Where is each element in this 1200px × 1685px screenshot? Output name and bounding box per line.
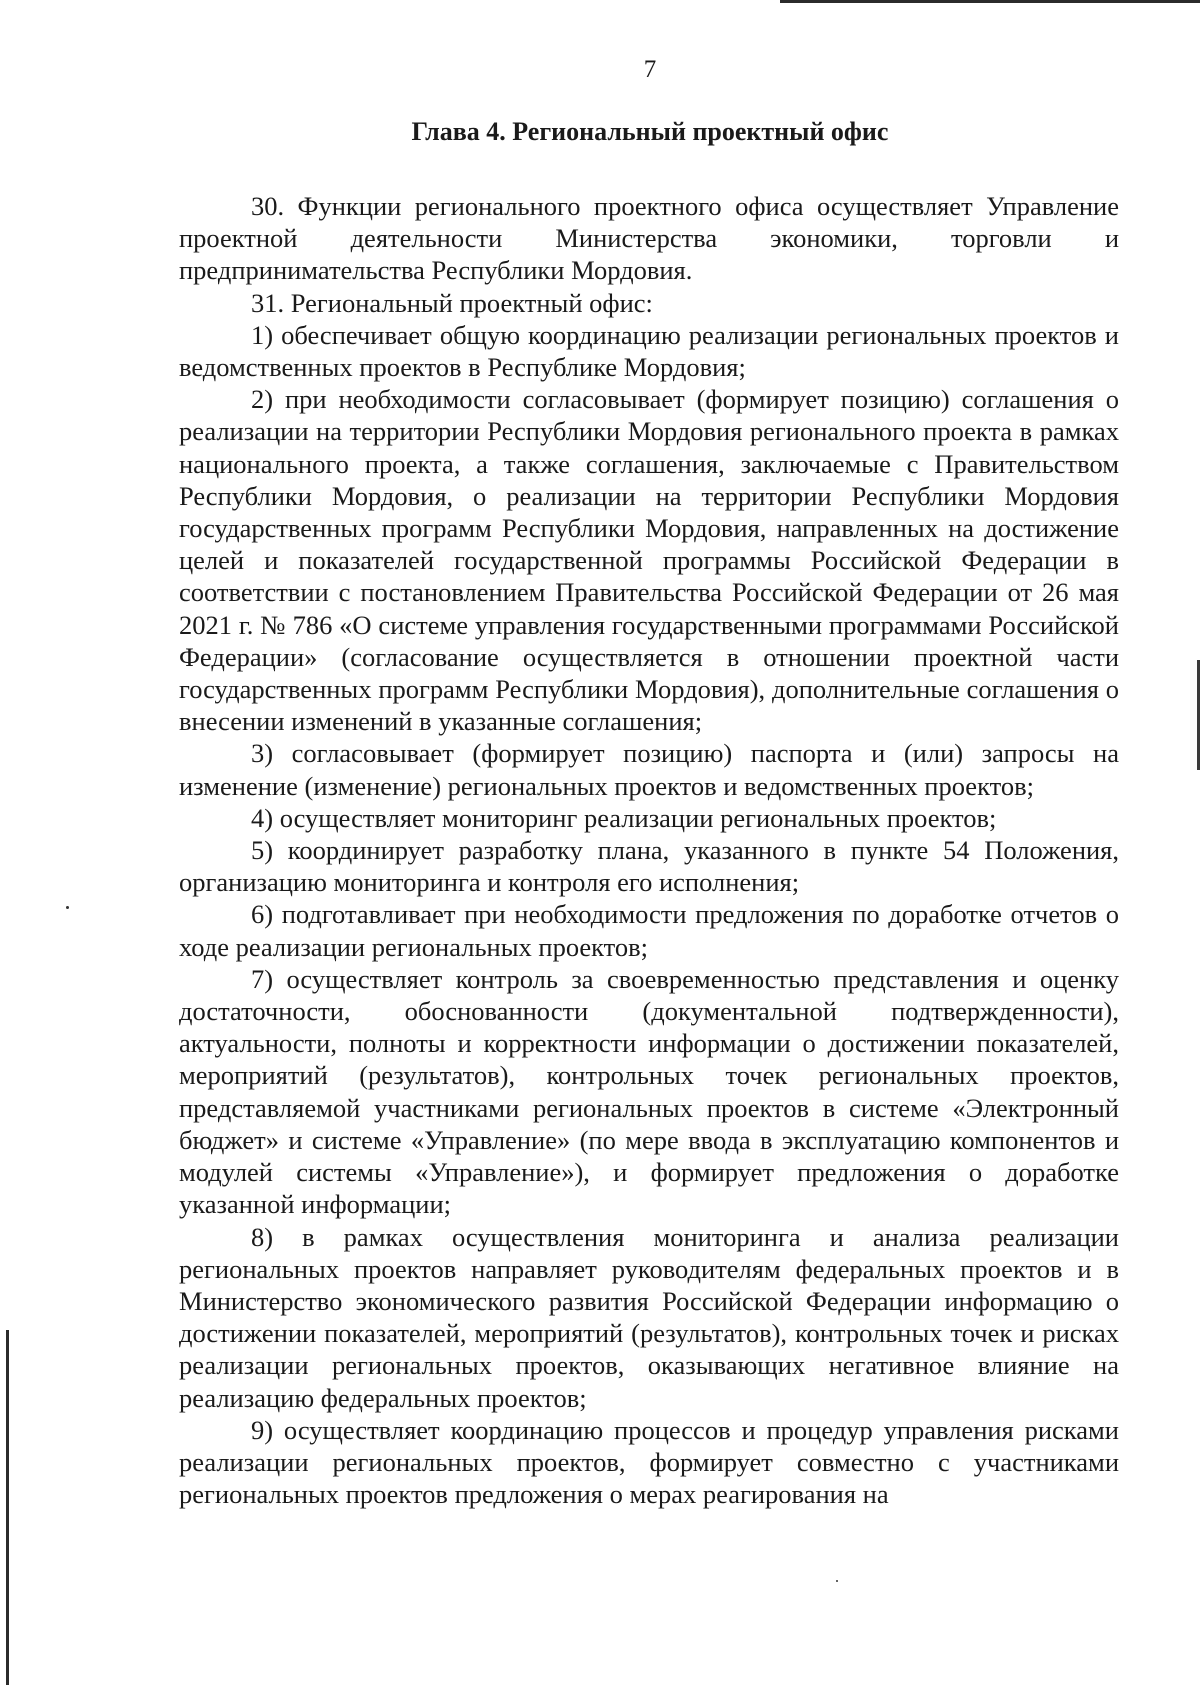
document-body — [179, 190, 1119, 1510]
list-item-6: 6) подготавливает при необходимости предложения по доработке отчетов о ходе реализации региональных проектов; — [179, 899, 1119, 962]
paragraph-30: 30. Функции регионального проектного офиса осуществляет Управление проектной деятельности Министерства экономики, торговли и предпринимательства Республики Мордовия. — [179, 191, 1119, 286]
list-item-5: 5) координирует разработку плана, указанного в пункте 54 Положения, организацию мониторинга и контроля его исполнения; — [179, 835, 1119, 898]
scan-edge-top — [780, 0, 1200, 3]
list-item-9: 9) осуществляет координацию процессов и процедур управления рисками реализации региональных проектов, формирует совместно с участниками региональных проектов предложения о мерах реагирования на — [179, 1414, 1119, 1510]
list-item-2: 2) при необходимости согласовывает (формирует позицию) соглашения о реализации на территории Республики Мордовия регионального проекта в рамках национального проекта, а также соглашения, заключаемые с Правительством Республики Мордовия, о реализации на территории Республики Мордовия государственных программ Республики Мордовия, направленных на достижение целей и показателей государственной программы Российской Федерации в соответствии с постановлением Правительства Российской Федерации от 26 мая 2021 г. № 786 «О системе управления государственными программами Российской Федерации» (согласование осуществляется в отношении проектной части государственных программ Республики Мордовия), дополнительные соглашения о внесении изменений в указанные соглашения; — [179, 384, 1119, 737]
chapter-title: Глава 4. Региональный проектный офис — [411, 117, 889, 146]
list-item-3: 3) согласовывает (формирует позицию) паспорта и (или) запросы на изменение (изменение) региональных проектов и ведомственных проектов; — [179, 738, 1119, 801]
page-number: 7 — [643, 56, 657, 83]
list-item-1: 1) обеспечивает общую координацию реализации региональных проектов и ведомственных проектов в Республике Мордовия; — [179, 319, 1119, 383]
list-item-8: 8) в рамках осуществления мониторинга и анализа реализации региональных проектов направляет руководителям федеральных проектов и в Министерство экономического развития Российской Федерации информацию о достижении показателей, мероприятий (результатов), контрольных точек и рисках реализации региональных проектов, оказывающих негативное влияние на реализацию федеральных проектов; — [179, 1221, 1119, 1413]
paragraph-31: 31. Региональный проектный офис: — [251, 287, 653, 318]
scan-speck — [836, 1580, 838, 1582]
list-item-4: 4) осуществляет мониторинг реализации региональных проектов; — [251, 802, 997, 833]
scan-edge-left — [6, 1330, 9, 1685]
scan-speck — [66, 906, 69, 909]
list-item-7: 7) осуществляет контроль за своевременностью представления и оценку достаточности, обоснованности (документальной подтвержденности), актуальности, полноты и корректности информации о достижении показателей, мероприятий (результатов), контрольных точек региональных проектов, представляемой участниками региональных проектов в системе «Электронный бюджет» и системе «Управление» (по мере ввода в эксплуатацию компонентов и модулей системы «Управление»), и формирует предложения о доработке указанной информации; — [179, 963, 1119, 1220]
